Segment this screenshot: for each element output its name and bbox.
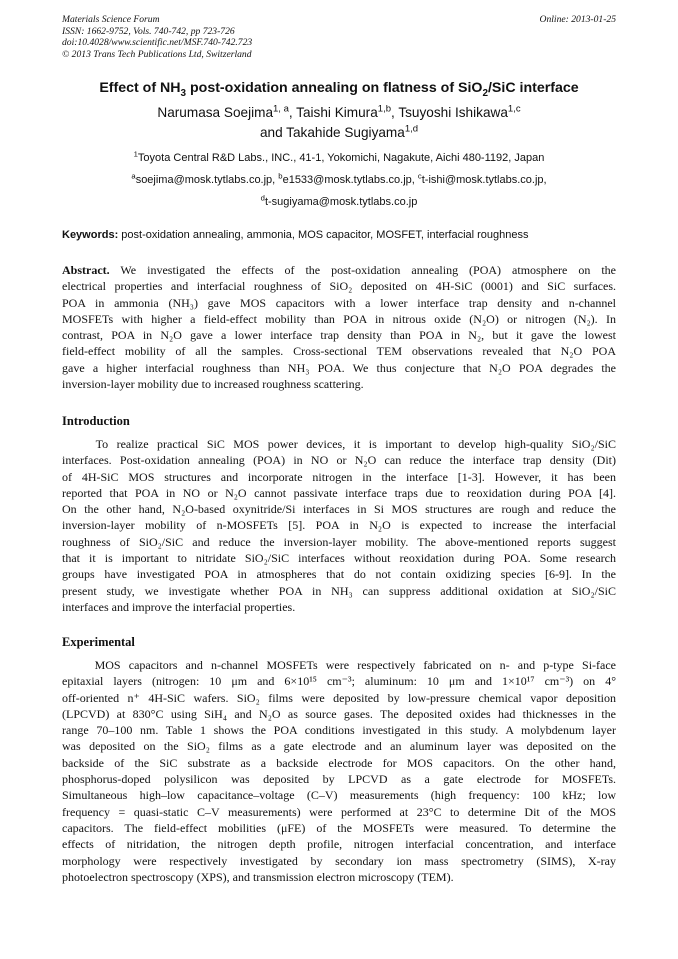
email-mark: d xyxy=(260,193,265,203)
title-part: post-oxidation annealing on flatness of SiO xyxy=(186,80,483,96)
email-line-1 xyxy=(40,172,638,188)
introduction-heading: Introduction xyxy=(62,414,130,428)
intro-line: that it is important to nitridate SiO₂/SiC interfaces without reoxidation during POA. Some research xyxy=(62,551,616,566)
author-name: , Tsuyoshi Ishikawa xyxy=(391,105,508,120)
author-name: and Takahide Sugiyama xyxy=(259,125,405,140)
paper-title xyxy=(40,80,638,99)
exp-line: frequency = quasi-static C–V measurements) were performed at 23°C to determine Dit of the MOS xyxy=(62,804,616,819)
experimental-body xyxy=(62,657,616,885)
email-mark: a xyxy=(131,171,136,181)
author-affil-mark: 1,b xyxy=(377,103,392,115)
email-link[interactable]: e1533@mosk.tytlabs.co.jp, xyxy=(282,174,418,186)
title-part: Effect of NH xyxy=(99,80,181,96)
abstract-text: We investigated the effects of the post-oxidation annealing (POA) atmosphere on the xyxy=(109,263,616,277)
exp-line: capacitors. The field-effect mobilities (μFE) of the MOSFETs were measured. To determine the xyxy=(62,820,616,835)
intro-line: present study, we investigate whether POA in NH₃ can suppress additional oxidation at SiO₂/SiC xyxy=(62,583,616,598)
journal-header xyxy=(62,14,616,60)
exp-line: Simultaneous high–low capacitance–voltage (C–V) measurements (high frequency: 100 kHz; low xyxy=(62,788,616,803)
exp-line: photoelectron spectroscopy (XPS), and transmission electron microscopy (TEM). xyxy=(62,869,454,884)
keywords xyxy=(62,229,622,241)
journal-name: Materials Science Forum xyxy=(62,14,160,25)
abstract-line: gave a higher interfacial roughness than NH₃ POA. We thus conjecture that N₂O POA degrades the xyxy=(62,360,616,375)
title-part: /SiC interface xyxy=(487,80,579,96)
author-name: , Taishi Kimura xyxy=(288,105,378,120)
title-subscript: 3 xyxy=(180,87,187,99)
abstract-line: contrast, POA in N₂O gave a lower interface trap density than POA in N₂, but it gave the lowest xyxy=(62,328,616,343)
abstract-line: field-effect mobility of all the samples. Cross-sectional TEM observations revealed that N₂O POA xyxy=(62,344,616,359)
intro-line: inversion-layer mobility of n-MOSFETs [5]. POA in N₂O is expected to increase the interfacial xyxy=(62,518,616,533)
abstract-line: MOSFETs with higher a field-effect mobility than POA in nitrous oxide (N₂O) or nitrogen (N₂). In xyxy=(62,311,616,326)
abstract-line xyxy=(62,262,616,278)
author-list xyxy=(40,103,638,143)
affiliation xyxy=(40,150,638,166)
keywords-text: post-oxidation annealing, ammonia, MOS capacitor, MOSFET, interfacial roughness xyxy=(118,229,529,241)
affil-mark: 1 xyxy=(133,149,138,159)
intro-line: of 4H-SiC MOS structures and incorporate nitrogen in the interface [1-3]. However, it has been xyxy=(62,469,616,484)
abstract-line: electrical properties and interfacial roughness of SiO₂ deposited on 4H-SiC (0001) and SiC surfaces. xyxy=(62,279,616,294)
issn-line: ISSN: 1662-9752, Vols. 740-742, pp 723-726 xyxy=(62,25,235,37)
author-affil-mark: 1,d xyxy=(404,123,419,135)
email-link[interactable]: soejima@mosk.tytlabs.co.jp, xyxy=(135,174,279,186)
intro-line: interfaces. Post-oxidation annealing (POA) in NO or N₂O can reduce the interface trap density (Dit) xyxy=(62,453,616,468)
abstract-label: Abstract. xyxy=(62,263,110,277)
abstract xyxy=(62,262,616,392)
exp-line: backside of the SiC substrate as a backside electrode for MOS capacitors. On the other hand, xyxy=(62,755,616,770)
exp-line: off-oriented n⁺ 4H-SiC wafers. SiO₂ films were deposited by low-pressure chemical vapor deposition xyxy=(62,690,616,705)
title-subscript: 2 xyxy=(482,87,488,99)
keywords-label: Keywords: xyxy=(62,229,119,241)
author-affil-mark: 1,c xyxy=(507,103,521,115)
copyright-line: © 2013 Trans Tech Publications Ltd, Switzerland xyxy=(62,48,252,60)
exp-line: range 70–100 nm. Table 1 shows the POA conditions investigated in this study. A molybdenum layer xyxy=(62,723,616,738)
intro-line: groups have investigated POA in atmospheres that do not contain oxidizing species [6-9]. In the xyxy=(62,567,616,582)
intro-line: roughness of SiO₂/SiC and reduce the inversion-layer mobility. The above-mentioned reports suggest xyxy=(62,534,616,549)
doi-line: doi:10.4028/www.scientific.net/MSF.740-742.723 xyxy=(62,37,253,48)
experimental-heading: Experimental xyxy=(62,635,135,649)
intro-line: To realize practical SiC MOS power devices, it is important to develop high-quality SiO₂/SiC xyxy=(62,437,616,451)
email-link[interactable]: t-sugiyama@mosk.tytlabs.co.jp xyxy=(264,196,418,208)
affiliation-text: Toyota Central R&D Labs., INC., 41-1, Yokomichi, Nagakute, Aichi 480-1192, Japan xyxy=(137,152,545,164)
exp-line: was deposited on the SiO₂ films as a gate electrode and an aluminum layer was deposited on the xyxy=(62,739,616,754)
exp-line: (LPCVD) at 830°C using SiH₄ and N₂O as source gases. The deposited oxides had thicknesses in the xyxy=(62,706,616,721)
exp-line: morphology were respectively investigated by secondary ion mass spectrometry (SIMS), X-ray xyxy=(62,853,616,868)
abstract-line: POA in ammonia (NH₃) gave MOS capacitors with a lower interface trap density and n-channel xyxy=(62,295,616,310)
author-affil-mark: 1, a xyxy=(273,103,289,115)
intro-line: reported that POA in NO or N₂O cannot passivate interface traps due to reoxidation during POA [4]. xyxy=(62,485,616,500)
exp-line: epitaxial layers (nitrogen: 10 μm and 6×10¹⁵ cm⁻³; aluminum: 10 μm and 1×10¹⁷ cm⁻³) on 4° xyxy=(62,674,616,689)
intro-line: On the other hand, N₂O-based oxynitride/Si interfaces in Si MOS structures are rough and reduce the xyxy=(62,502,616,517)
exp-line: MOS capacitors and n-channel MOSFETs were respectively fabricated on n- and p-type Si-face xyxy=(62,658,616,672)
email-line-2 xyxy=(40,194,638,210)
intro-line: interfaces and improve the interfacial properties. xyxy=(62,599,296,614)
online-date: Online: 2013-01-25 xyxy=(539,14,616,25)
author-name: Narumasa Soejima xyxy=(157,105,273,120)
email-mark: b xyxy=(278,171,283,181)
exp-line: effects of nitridation, the nitrogen depth profile, nitrogen interfacial concentration, and interface xyxy=(62,837,616,852)
exp-line: phosphorus-doped polysilicon was deposited by LPCVD as a gate electrode for MOSFETs. xyxy=(62,772,616,787)
email-mark: c xyxy=(417,171,422,181)
email-link[interactable]: t-ishi@mosk.tytlabs.co.jp, xyxy=(421,174,547,186)
abstract-line: inversion-layer mobility due to increased roughness scattering. xyxy=(62,377,364,392)
introduction-body xyxy=(62,436,616,615)
